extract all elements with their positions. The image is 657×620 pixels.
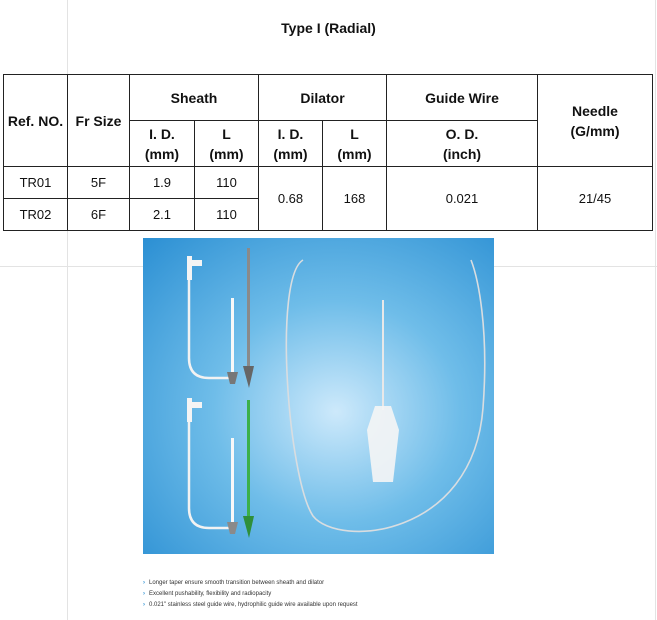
header-dilator: Dilator [259, 75, 387, 121]
cell-fr-size: 6F [68, 199, 130, 231]
table-row [4, 167, 653, 199]
cell-ref: TR01 [4, 167, 68, 199]
header-guide-wire: Guide Wire [387, 75, 538, 121]
chevron-right-icon: › [143, 591, 145, 597]
header-sheath-id: I. D. (mm) [130, 121, 195, 167]
product-photo [143, 238, 494, 554]
cell-fr-size: 5F [68, 167, 130, 199]
header-needle: Needle (G/mm) [538, 75, 653, 167]
cell-sheath-id: 2.1 [130, 199, 195, 231]
sheath-valve-shape [192, 402, 202, 408]
sheath-shape [231, 438, 234, 524]
cell-guide-wire-od: 0.021 [387, 167, 538, 231]
cell-dilator-id: 0.68 [259, 167, 323, 231]
feature-text: Longer taper ensure smooth transition between sheath and dilator [149, 580, 325, 586]
dilator-grey-shape [247, 248, 250, 368]
page-title: Type I (Radial) [281, 20, 376, 36]
feature-text: 0.021" stainless steel guide wire, hydrophilic guide wire available upon request [149, 602, 358, 608]
header-sheath: Sheath [130, 75, 259, 121]
sheath-tip-shape [227, 372, 238, 384]
guide-wire-shape [286, 260, 484, 531]
header-fr-size: Fr Size [68, 75, 130, 167]
header-guide-wire-od: O. D. (inch) [387, 121, 538, 167]
side-tube-shape [189, 280, 233, 378]
cell-sheath-length: 110 [195, 199, 259, 231]
chevron-right-icon: › [143, 580, 145, 586]
sheath-shape [231, 298, 234, 376]
header-ref-no: Ref. NO. [4, 75, 68, 167]
header-dilator-id: I. D. (mm) [259, 121, 323, 167]
needle-hub-shape [367, 406, 399, 482]
side-tube-shape [189, 422, 233, 528]
sheath-tip-shape [227, 522, 238, 534]
sheath-valve-shape [192, 260, 202, 266]
list-item [143, 578, 358, 589]
header-sheath-length: L (mm) [195, 121, 259, 167]
cell-sheath-id: 1.9 [130, 167, 195, 199]
header-dilator-length: L (mm) [323, 121, 387, 167]
list-item [143, 589, 358, 600]
sheath-hub-shape [187, 256, 192, 280]
needle-shape [382, 300, 384, 410]
feature-text: Excellent pushability, flexibility and radiopacity [149, 591, 272, 597]
cell-ref: TR02 [4, 199, 68, 231]
dilator-green-tip-shape [243, 516, 254, 538]
spec-table [3, 74, 653, 231]
sheath-hub-shape [187, 398, 192, 422]
chevron-right-icon: › [143, 602, 145, 608]
list-item [143, 600, 358, 611]
cell-sheath-length: 110 [195, 167, 259, 199]
grid-line [655, 0, 656, 620]
dilator-grey-tip-shape [243, 366, 254, 388]
dilator-green-shape [247, 400, 250, 518]
feature-list [143, 578, 358, 611]
cell-dilator-length: 168 [323, 167, 387, 231]
introducer-kit-illustration [143, 238, 494, 554]
cell-needle: 21/45 [538, 167, 653, 231]
